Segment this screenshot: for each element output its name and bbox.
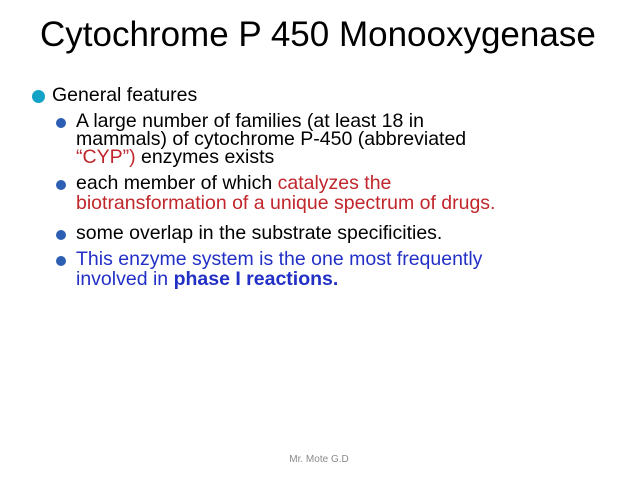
level1-bullet-icon	[32, 90, 45, 103]
sub-bullet-icon	[56, 180, 66, 190]
bullet4-bold: phase I reactions.	[173, 268, 339, 290]
bullet4-line2	[76, 270, 338, 288]
bullet2-red: catalyzes the	[277, 172, 392, 194]
bullet1-line1: A large number of families (at least 18 in	[76, 110, 424, 132]
bullet2-black: each member of which	[76, 172, 278, 194]
bullet3-line1: some overlap in the substrate specificities.	[76, 222, 443, 244]
bullet2-line2: biotransformation of a unique spectrum of drugs.	[76, 192, 496, 214]
bullet4-line1: This enzyme system is the one most frequently	[76, 248, 483, 270]
sub-bullet-icon	[56, 118, 66, 128]
bullet1-cyp-red: “CYP”)	[76, 146, 136, 168]
bullet1-line2: mammals) of cytochrome P-450 (abbreviated	[76, 128, 467, 150]
level1-text: General features	[52, 84, 198, 106]
sub-bullet-icon	[56, 230, 66, 240]
bullet1-line3-rest: enzymes exists	[135, 146, 275, 168]
sub-bullet-icon	[56, 256, 66, 266]
bullet2-line1	[76, 174, 391, 192]
footer-author: Mr. Mote G.D	[289, 454, 349, 465]
bullet1-line3	[76, 148, 274, 166]
slide-title: Cytochrome P 450 Monooxygenase	[40, 15, 596, 54]
bullet4-plain: involved in	[76, 268, 174, 290]
